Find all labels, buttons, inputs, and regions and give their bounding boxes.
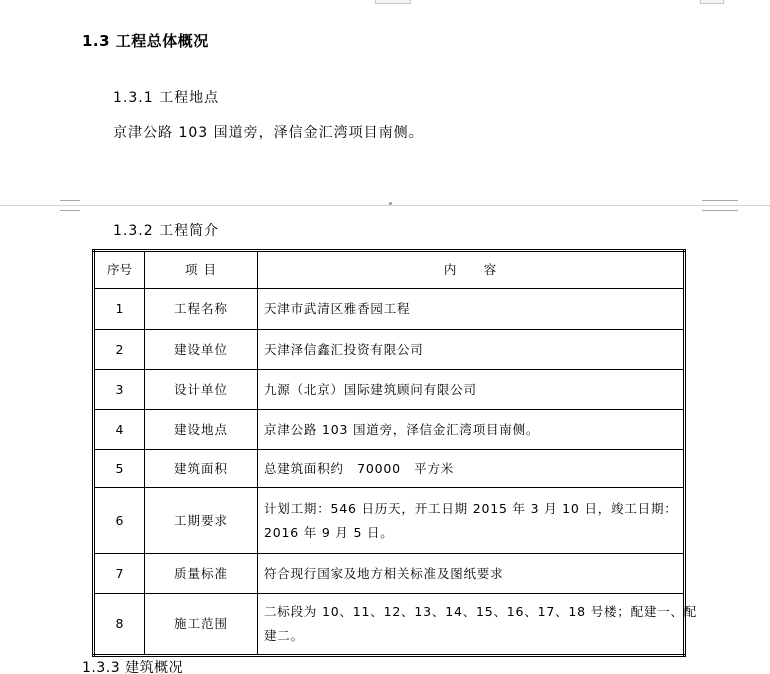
row-item: 建设单位	[145, 330, 258, 370]
row-number: 6	[94, 488, 145, 554]
row-content-line: 建二。	[264, 628, 304, 643]
row-content-line: 计划工期：546 日历天，开工日期 2015 年 3 月 10 日，竣工日期：	[264, 500, 678, 516]
subheading-intro: 1.3.2 工程简介	[113, 223, 220, 239]
table-row	[94, 450, 685, 488]
table-row	[94, 554, 685, 594]
table-row	[94, 330, 685, 370]
top-scroll-stub	[375, 0, 411, 4]
page-gap-handle[interactable]	[389, 202, 392, 205]
table-row	[94, 488, 685, 554]
table-row	[94, 370, 685, 410]
table-row	[94, 289, 685, 330]
row-content: 九源（北京）国际建筑顾问有限公司	[258, 370, 685, 410]
row-item: 质量标准	[145, 554, 258, 594]
row-content	[258, 488, 685, 554]
row-number: 4	[94, 410, 145, 450]
row-content-line: 2016 年 9 月 5 日。	[264, 524, 394, 540]
row-number: 7	[94, 554, 145, 594]
table-row	[94, 410, 685, 450]
row-content: 天津市武清区雅香园工程	[258, 289, 685, 330]
table-header-row	[94, 251, 685, 289]
row-content	[258, 594, 698, 656]
margin-mark-right	[702, 200, 738, 211]
row-item: 工程名称	[145, 289, 258, 330]
row-item: 工期要求	[145, 488, 258, 554]
top-scroll-stub	[700, 0, 724, 4]
row-content: 京津公路 103 国道旁，泽信金汇湾项目南侧。	[258, 410, 685, 450]
row-item: 设计单位	[145, 370, 258, 410]
row-number: 2	[94, 330, 145, 370]
row-number: 8	[94, 594, 145, 656]
row-content: 天津泽信鑫汇投资有限公司	[258, 330, 685, 370]
row-number: 3	[94, 370, 145, 410]
section-heading: 1.3 工程总体概况	[82, 32, 209, 50]
row-item: 建设地点	[145, 410, 258, 450]
subheading-location: 1.3.1 工程地点	[113, 90, 220, 106]
margin-mark-left	[60, 200, 80, 211]
row-item: 建筑面积	[145, 450, 258, 488]
header-cell-content: 内 容	[258, 251, 685, 289]
project-info-table	[92, 249, 698, 657]
header-cell-item: 项 目	[145, 251, 258, 289]
row-number: 5	[94, 450, 145, 488]
table-row	[94, 594, 685, 656]
row-content: 符合现行国家及地方相关标准及图纸要求	[258, 554, 685, 594]
location-paragraph: 京津公路 103 国道旁，泽信金汇湾项目南侧。	[113, 125, 424, 141]
row-content: 总建筑面积约 70000 平方米	[258, 450, 685, 488]
header-cell-no: 序号	[94, 251, 145, 289]
row-content-line: 二标段为 10、11、12、13、14、15、16、17、18 号楼；配建一、配	[264, 604, 698, 619]
page-break-line	[0, 205, 770, 206]
row-item: 施工范围	[145, 594, 258, 656]
row-number: 1	[94, 289, 145, 330]
subheading-building: 1.3.3 建筑概况	[82, 660, 184, 674]
